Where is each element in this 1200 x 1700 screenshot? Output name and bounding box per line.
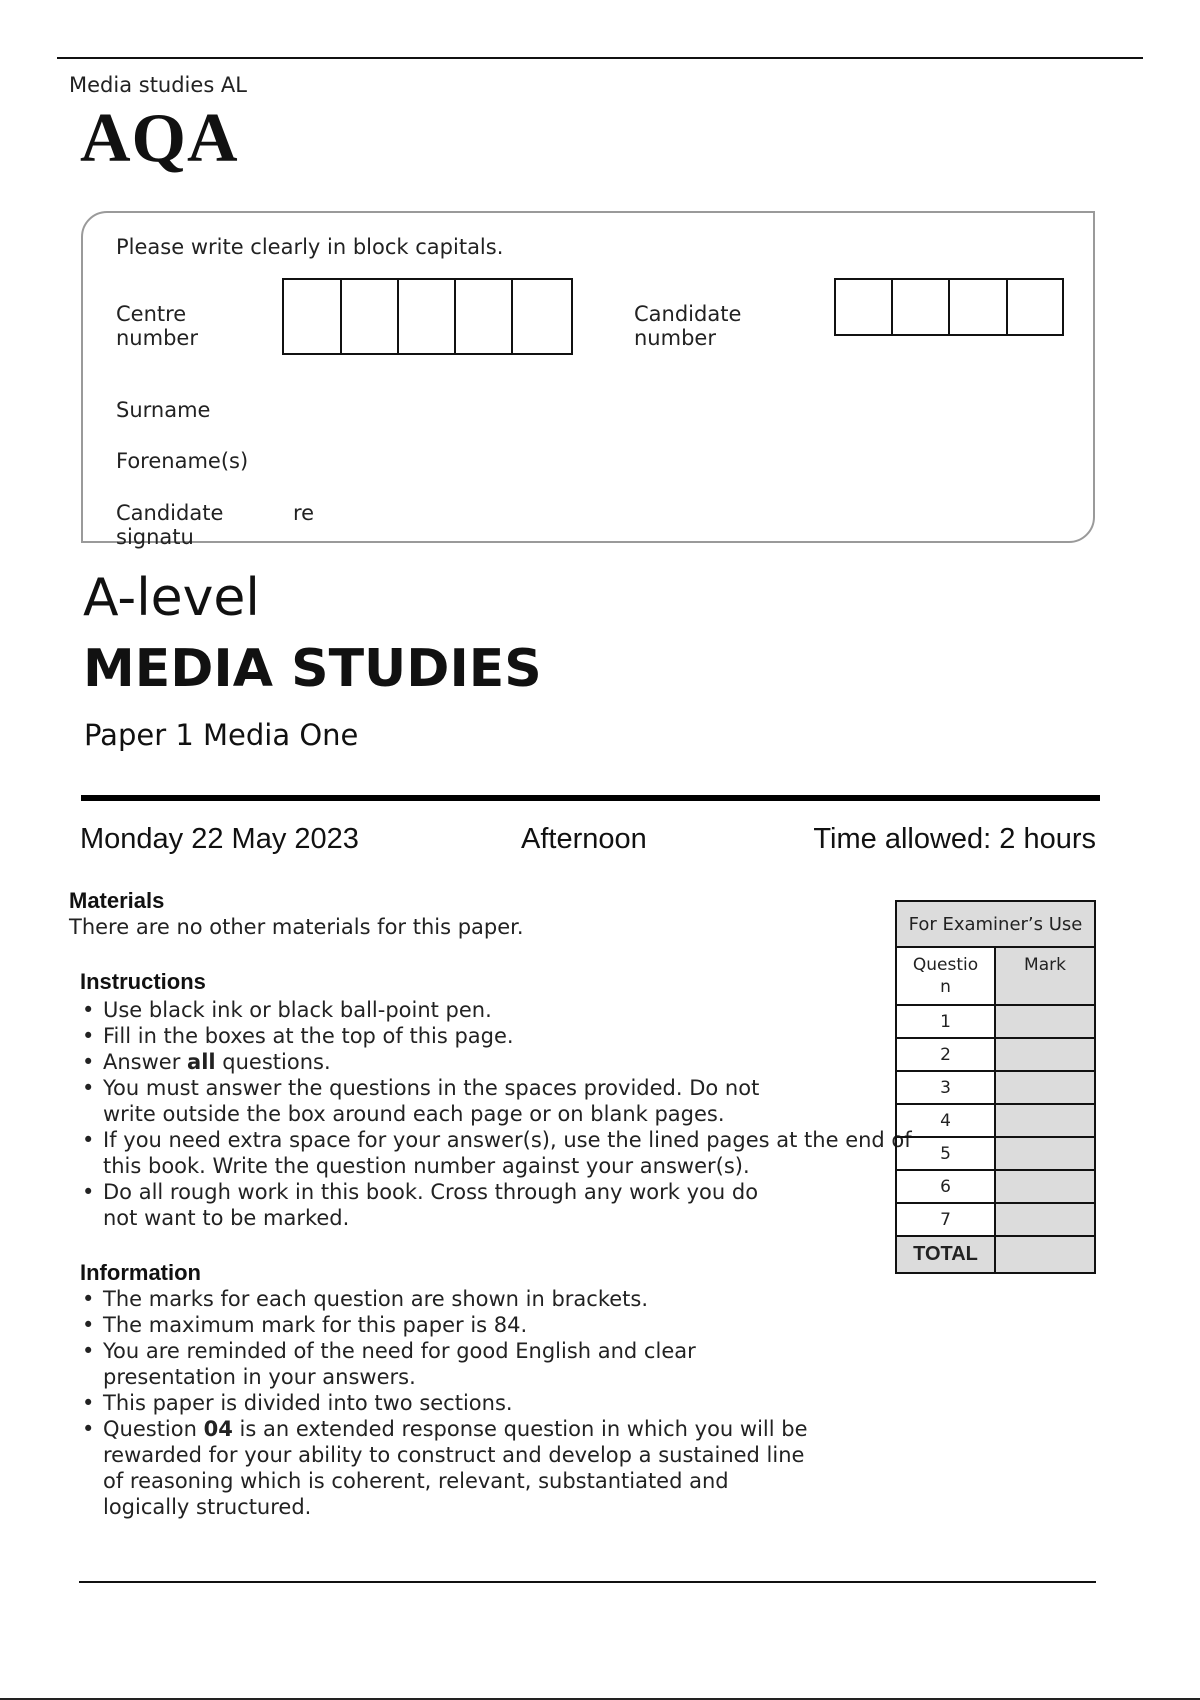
qualification-level: A-level bbox=[83, 568, 260, 628]
table-row bbox=[896, 1071, 1095, 1104]
candidate-digit-box[interactable] bbox=[836, 280, 893, 334]
question-column-header: Questio n bbox=[896, 947, 995, 1005]
information-item: • Question 04 is an extended response question in which you will be rewarded for your ability to construct and develop a sustained line of reasoning which is coherent, relevant, substantiated and logically structured. bbox=[80, 1416, 980, 1520]
mark-cell bbox=[995, 1005, 1095, 1038]
time-allowed: Time allowed: 2 hours bbox=[813, 823, 1096, 855]
subject-code: Media studies AL bbox=[69, 73, 247, 97]
subject-title: MEDIA STUDIES bbox=[83, 639, 542, 699]
forenames-label: Forename(s) bbox=[116, 449, 249, 473]
question-number: 6 bbox=[896, 1170, 995, 1203]
information-item: • You are reminded of the need for good English and clear presentation in your answers. bbox=[80, 1338, 980, 1390]
table-row bbox=[896, 1104, 1095, 1137]
total-mark-cell bbox=[995, 1236, 1095, 1273]
exam-date: Monday 22 May 2023 bbox=[80, 823, 359, 855]
mark-cell bbox=[995, 1170, 1095, 1203]
signature-field[interactable] bbox=[330, 492, 1070, 532]
signature-label-fragment: re bbox=[293, 501, 315, 525]
examiner-table-title: For Examiner’s Use bbox=[896, 901, 1095, 947]
information-item: • The marks for each question are shown in brackets. bbox=[80, 1286, 980, 1312]
information-heading: Information bbox=[80, 1260, 201, 1285]
centre-digit-box[interactable] bbox=[513, 280, 571, 353]
mark-column-header: Mark bbox=[995, 947, 1095, 1005]
table-row bbox=[896, 1203, 1095, 1236]
emphasis-all: all bbox=[187, 1050, 216, 1074]
question-number: 3 bbox=[896, 1071, 995, 1104]
total-row bbox=[896, 1236, 1095, 1273]
centre-label-line1: Centre bbox=[116, 302, 187, 326]
signature-label bbox=[116, 501, 223, 549]
centre-number-label bbox=[116, 302, 198, 350]
instruction-item: • If you need extra space for your answer(s), use the lined pages at the end of this book. Write the question number against your answer(s). bbox=[80, 1127, 980, 1179]
top-rule bbox=[57, 57, 1143, 59]
mark-cell bbox=[995, 1137, 1095, 1170]
title-divider bbox=[81, 795, 1100, 801]
question-number: 1 bbox=[896, 1005, 995, 1038]
table-row bbox=[896, 1170, 1095, 1203]
table-row bbox=[896, 1038, 1095, 1071]
candidate-label-line1: Candidate bbox=[634, 302, 742, 326]
signature-label-line1: Candidate bbox=[116, 501, 224, 525]
instructions-list bbox=[80, 997, 980, 1231]
mark-cell bbox=[995, 1071, 1095, 1104]
question-number: 7 bbox=[896, 1203, 995, 1236]
question-number: 5 bbox=[896, 1137, 995, 1170]
centre-digit-box[interactable] bbox=[284, 280, 342, 353]
question-number: 2 bbox=[896, 1038, 995, 1071]
candidate-digit-box[interactable] bbox=[950, 280, 1008, 334]
exam-session: Afternoon bbox=[521, 823, 647, 855]
centre-digit-box[interactable] bbox=[399, 280, 456, 353]
candidate-label-line2: number bbox=[634, 326, 716, 350]
block-capitals-instruction: Please write clearly in block capitals. bbox=[116, 235, 504, 259]
candidate-number-input[interactable] bbox=[834, 278, 1064, 336]
instruction-item: • Do all rough work in this book. Cross through any work you do not want to be marked. bbox=[80, 1179, 980, 1231]
materials-heading: Materials bbox=[69, 888, 165, 913]
paper-title: Paper 1 Media One bbox=[84, 718, 359, 752]
information-list bbox=[80, 1286, 980, 1520]
information-item: • The maximum mark for this paper is 84. bbox=[80, 1312, 980, 1338]
total-label: TOTAL bbox=[896, 1236, 995, 1273]
materials-text: There are no other materials for this paper. bbox=[69, 915, 524, 939]
centre-number-input[interactable] bbox=[282, 278, 573, 355]
table-row bbox=[896, 1005, 1095, 1038]
information-item: • This paper is divided into two sections. bbox=[80, 1390, 980, 1416]
surname-label: Surname bbox=[116, 398, 211, 422]
question-number: 4 bbox=[896, 1104, 995, 1137]
candidate-digit-box[interactable] bbox=[893, 280, 950, 334]
instruction-item: • Use black ink or black ball-point pen. bbox=[80, 997, 980, 1023]
instruction-item: • Answer all questions. bbox=[80, 1049, 980, 1075]
centre-label-line2: number bbox=[116, 326, 198, 350]
table-row bbox=[896, 1137, 1095, 1170]
question-number-emphasis: 04 bbox=[203, 1417, 233, 1441]
mark-cell bbox=[995, 1203, 1095, 1236]
signature-label-line2: signatu bbox=[116, 525, 194, 549]
surname-field[interactable] bbox=[270, 388, 1070, 422]
mark-cell bbox=[995, 1038, 1095, 1071]
candidate-digit-box[interactable] bbox=[1008, 280, 1062, 334]
centre-digit-box[interactable] bbox=[342, 280, 399, 353]
candidate-number-label bbox=[634, 302, 741, 350]
instructions-heading: Instructions bbox=[80, 969, 206, 994]
forenames-field[interactable] bbox=[270, 439, 1070, 473]
instruction-item: • You must answer the questions in the spaces provided. Do not write outside the box around each page or on blank pages. bbox=[80, 1075, 980, 1127]
mark-cell bbox=[995, 1104, 1095, 1137]
examiner-use-table bbox=[895, 900, 1096, 1274]
centre-digit-box[interactable] bbox=[456, 280, 513, 353]
instruction-item: • Fill in the boxes at the top of this page. bbox=[80, 1023, 980, 1049]
bottom-divider bbox=[79, 1581, 1096, 1583]
aqa-logo: AQA bbox=[80, 100, 239, 177]
